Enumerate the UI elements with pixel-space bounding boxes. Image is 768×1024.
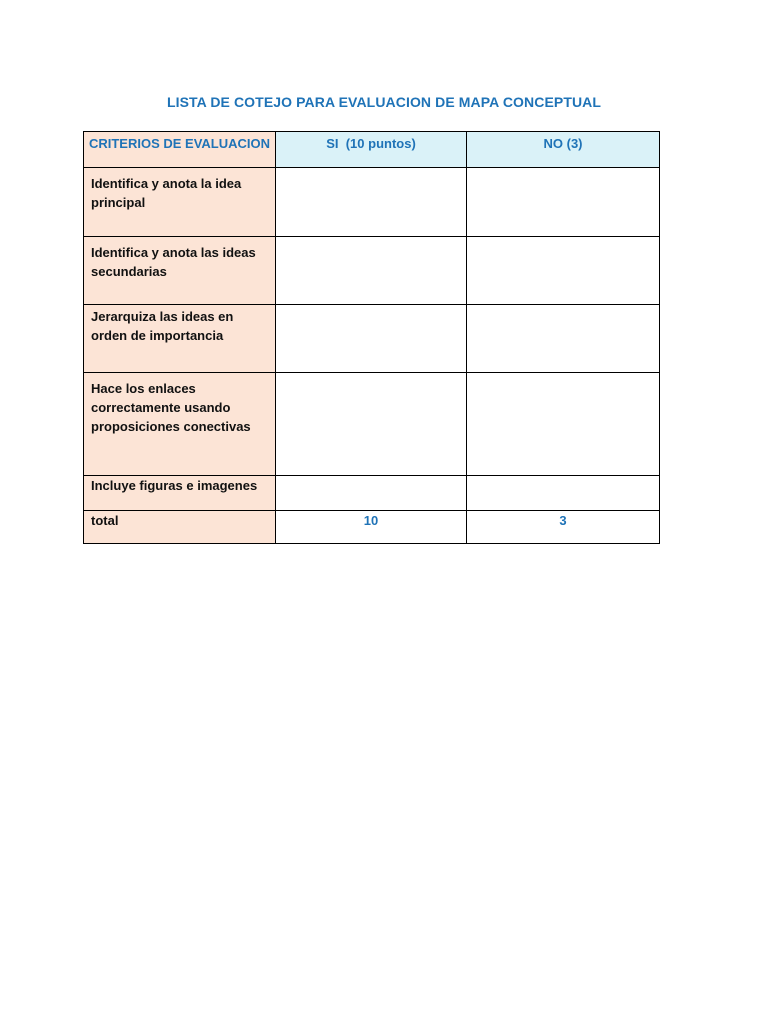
no-check-cell[interactable]	[467, 237, 660, 305]
no-header-cell	[467, 132, 660, 168]
criterion-label: Identifica y anota la idea principal	[91, 176, 242, 210]
criteria-header-cell	[84, 132, 276, 168]
no-header-label: NO (3)	[543, 136, 583, 151]
si-check-cell[interactable]	[276, 373, 467, 476]
total-label-cell	[84, 511, 276, 544]
no-check-cell[interactable]	[467, 168, 660, 237]
si-header-label: SI (10 puntos)	[326, 136, 416, 151]
page-title: LISTA DE COTEJO PARA EVALUACION DE MAPA CONCEPTUAL	[166, 94, 602, 110]
criteria-row	[84, 476, 660, 511]
si-check-cell[interactable]	[276, 237, 467, 305]
criteria-row	[84, 305, 660, 373]
criterion-cell	[84, 476, 276, 511]
no-check-cell[interactable]	[467, 373, 660, 476]
criterion-cell	[84, 237, 276, 305]
si-total-value: 10	[363, 513, 379, 528]
si-header-cell	[276, 132, 467, 168]
criterion-label: Jerarquiza las ideas en orden de importancia	[91, 309, 234, 343]
checklist-table	[83, 131, 660, 544]
no-check-cell[interactable]	[467, 305, 660, 373]
criterion-cell	[84, 373, 276, 476]
si-check-cell[interactable]	[276, 305, 467, 373]
criteria-header-label: CRITERIOS DE EVALUACION	[88, 136, 271, 151]
no-total-value: 3	[559, 513, 567, 528]
si-check-cell[interactable]	[276, 168, 467, 237]
criterion-label: Incluye figuras e imagenes	[91, 478, 258, 493]
criterion-cell	[84, 305, 276, 373]
si-check-cell[interactable]	[276, 476, 467, 511]
criterion-label: Hace los enlaces correctamente usando proposiciones conectivas	[91, 381, 251, 434]
no-total-cell	[467, 511, 660, 544]
total-label: total	[91, 513, 119, 528]
header-row	[84, 132, 660, 168]
si-total-cell	[276, 511, 467, 544]
criteria-row	[84, 373, 660, 476]
criteria-row	[84, 168, 660, 237]
criterion-label: Identifica y anota las ideas secundarias	[91, 245, 256, 279]
no-check-cell[interactable]	[467, 476, 660, 511]
criterion-cell	[84, 168, 276, 237]
total-row	[84, 511, 660, 544]
criteria-row	[84, 237, 660, 305]
